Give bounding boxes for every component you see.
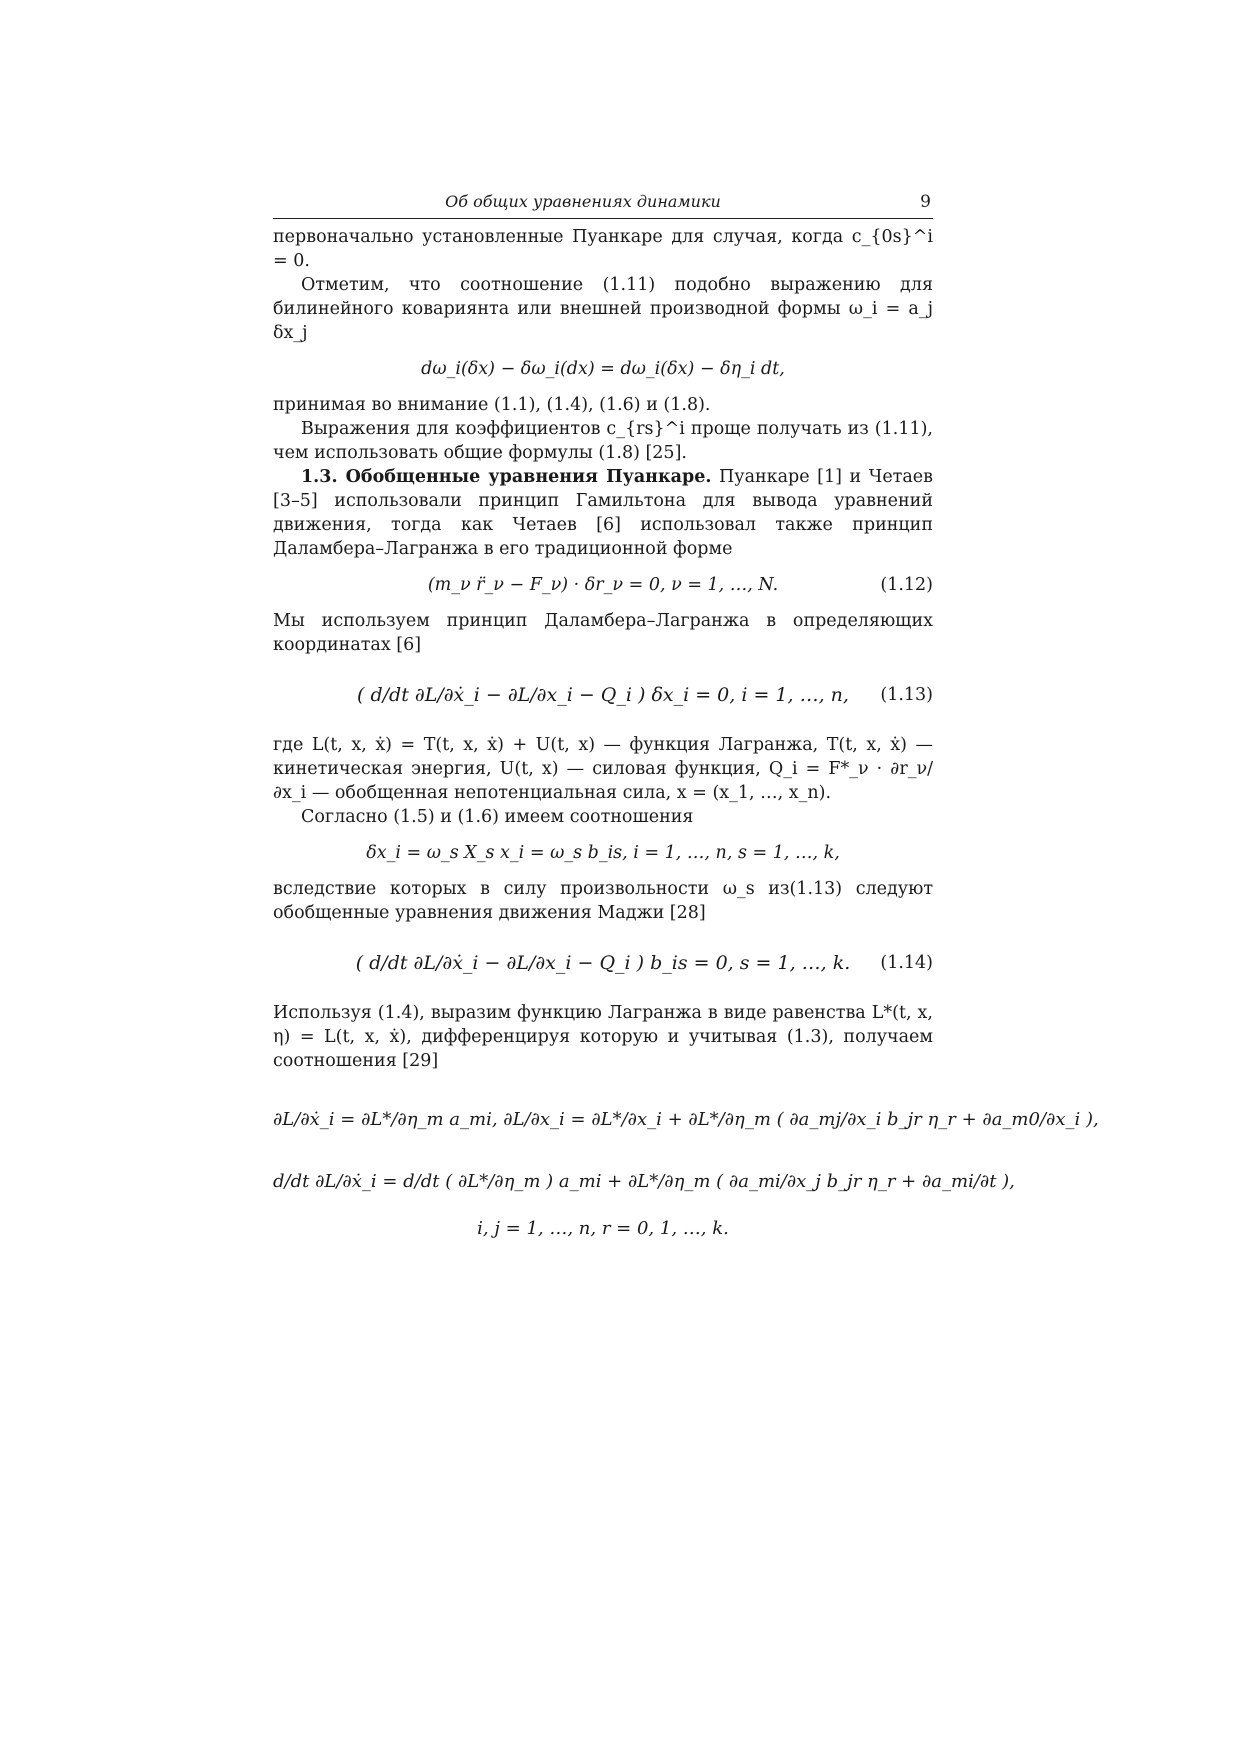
paragraph-5-text: Пуанкаре [1] и Четаев [3–5] использовали принцип Гамильтона для вывода уравнений движения, тогда как Четаев [6] использовал также принцип Даламбера–Лагранжа в его традиционной форме	[273, 467, 933, 559]
equation-1-13	[273, 675, 933, 715]
equation-1-14-number: (1.14)	[880, 953, 933, 973]
paragraph-8: Согласно (1.5) и (1.6) имеем соотношения	[301, 807, 694, 827]
equation-1-12-number: (1.12)	[880, 575, 933, 595]
paragraph-2: Отметим, что соотношение (1.11) подобно выражению для билинейного ковариянта или внешней производной формы ω_i = a_j δx_j	[273, 275, 933, 343]
equation-relations-line-3: i, j = 1, …, n, r = 0, 1, …, k.	[477, 1218, 729, 1239]
equation-1-13-formula: ( d/dt ∂L/∂ẋ_i − ∂L/∂x_i − Q_i ) δx_i = 0, i = 1, …, n,	[357, 684, 849, 706]
section-heading: 1.3. Обобщенные уравнения Пуанкаре.	[301, 467, 712, 487]
paragraph-9: вследствие которых в силу произвольности ω_s из(1.13) следуют обобщенные уравнения движения Маджи [28]	[273, 879, 933, 923]
paragraph-6: Мы используем принцип Даламбера–Лагранжа в определяющих координатах [6]	[273, 611, 933, 655]
equation-relations-line-1: ∂L/∂ẋ_i = ∂L*/∂η_m a_mi, ∂L/∂x_i = ∂L*/∂x_i + ∂L*/∂η_m ( ∂a_mj/∂x_i b_jr η_r + ∂a_m0/∂x_i ),	[273, 1109, 1099, 1130]
paragraph-1: первоначально установленные Пуанкаре для случая, когда c_{0s}^i = 0.	[273, 227, 933, 271]
paragraph-5	[273, 465, 933, 561]
running-header	[273, 190, 933, 219]
page-text-block	[273, 190, 1099, 1251]
equation-relations	[273, 1089, 1099, 1245]
equation-1-14	[273, 943, 933, 983]
paragraph-3: принимая во внимание (1.1), (1.4), (1.6) и (1.8).	[273, 395, 711, 415]
equation-delta-x-formula: δx_i = ω_s X_s x_i = ω_s b_is, i = 1, …, n, s = 1, …, k,	[366, 843, 840, 863]
equation-bilinear	[273, 357, 933, 381]
paragraph-10: Используя (1.4), выразим функцию Лагранжа в виде равенства L*(t, x, η) = L(t, x, ẋ), дифференцируя которую и учитывая (1.3), получаем соотношения [29]	[273, 1003, 933, 1071]
equation-relations-line-2: d/dt ∂L/∂ẋ_i = d/dt ( ∂L*/∂η_m ) a_mi + ∂L*/∂η_m ( ∂a_mi/∂x_j b_jr η_r + ∂a_mi/∂t ),	[273, 1171, 1015, 1192]
paragraph-4: Выражения для коэффициентов c_{rs}^i проще получать из (1.11), чем использовать общие формулы (1.8) [25].	[273, 419, 933, 463]
page-number: 9	[920, 192, 931, 212]
equation-1-13-number: (1.13)	[880, 685, 933, 705]
paragraph-7: где L(t, x, ẋ) = T(t, x, ẋ) + U(t, x) — функция Лагранжа, T(t, x, ẋ) — кинетическая энергия, U(t, x) — силовая функция, Q_i = F*_ν · ∂r_ν/∂x_i — обобщенная непотенциальная сила, x = (x_1, …, x_n).	[273, 735, 933, 803]
equation-bilinear-formula: dω_i(δx) − δω_i(dx) = dω_i(δx) − δη_i dt,	[421, 359, 785, 379]
equation-1-12	[273, 573, 933, 597]
running-title: Об общих уравнениях динамики	[445, 192, 721, 211]
equation-1-12-formula: (m_ν r̈_ν − F_ν) · δr_ν = 0, ν = 1, …, N.	[427, 575, 779, 595]
equation-delta-x	[273, 841, 933, 865]
equation-1-14-formula: ( d/dt ∂L/∂ẋ_i − ∂L/∂x_i − Q_i ) b_is = 0, s = 1, …, k.	[355, 952, 851, 974]
